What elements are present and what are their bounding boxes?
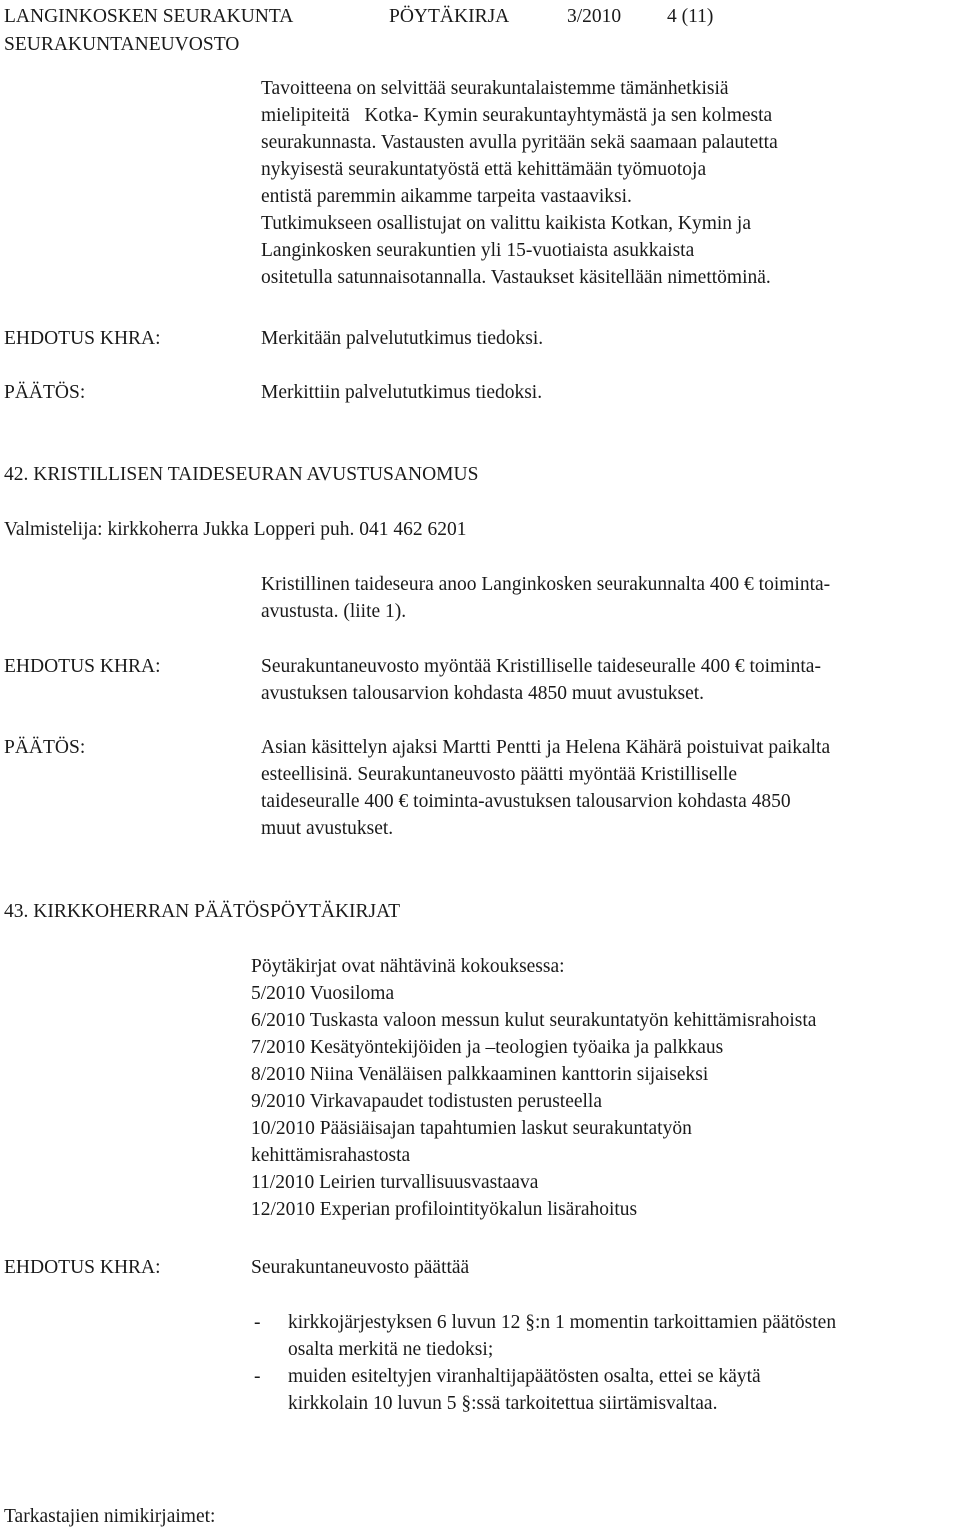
text-line: 6/2010 Tuskasta valoon messun kulut seurakuntatyön kehittämisrahoista: [251, 1010, 817, 1031]
text-line: Tutkimukseen osallistujat on valittu kaikista Kotkan, Kymin ja: [261, 213, 751, 234]
text-line: osalta merkitä ne tiedoksi;: [288, 1339, 494, 1360]
section41-proposal-label: EHDOTUS KHRA:: [4, 328, 161, 349]
text-line: avustuksen talousarvion kohdasta 4850 muut avustukset.: [261, 683, 705, 704]
text-line: kehittämisrahastosta: [251, 1145, 411, 1166]
text-line: Kristillinen taideseura anoo Langinkosken seurakunnalta 400 € toiminta-: [261, 574, 831, 595]
section41-decision-label: PÄÄTÖS:: [4, 382, 86, 403]
text-line: esteellisinä. Seurakuntaneuvosto päätti myöntää Kristilliselle: [261, 764, 738, 785]
text-line: kirkkolain 10 luvun 5 §:ssä tarkoitettua siirtämisvaltaa.: [288, 1393, 718, 1414]
section42-intro: [261, 571, 830, 625]
text-line: 7/2010 Kesätyöntekijöiden ja –teologien työaika ja palkkaus: [251, 1037, 724, 1058]
text-line: muiden esiteltyjen viranhaltijapäätösten osalta, ettei se käytä: [288, 1366, 761, 1387]
text-line: seurakunnasta. Vastausten avulla pyritään sekä saamaan palautetta: [261, 132, 778, 153]
text-line: taideseuralle 400 € toiminta-avustuksen talousarvion kohdasta 4850: [261, 791, 791, 812]
section41-proposal-text: Merkitään palvelututkimus tiedoksi.: [261, 328, 544, 349]
header-doc-type: PÖYTÄKIRJA: [389, 6, 510, 27]
section42-proposal: [261, 653, 821, 707]
text-line: 12/2010 Experian profilointityökalun lisärahoitus: [251, 1199, 638, 1220]
header-page: 4 (11): [667, 6, 714, 27]
section41-intro: [261, 75, 778, 291]
section41-decision-text: Merkittiin palvelututkimus tiedoksi.: [261, 382, 543, 403]
page-header: [4, 3, 713, 30]
text-line: ositetulla satunnaisotannalla. Vastaukset käsitellään nimettöminä.: [261, 267, 771, 288]
header-org: LANGINKOSKEN SEURAKUNTA: [4, 6, 294, 27]
text-line: avustusta. (liite 1).: [261, 601, 407, 622]
section42-preparer: Valmistelija: kirkkoherra Jukka Lopperi puh. 041 462 6201: [4, 519, 467, 540]
section43-proposal-text: Seurakuntaneuvosto päättää: [251, 1257, 470, 1278]
text-line: Tavoitteena on selvittää seurakuntalaistemme tämänhetkisiä: [261, 78, 729, 99]
text-line: Langinkosken seurakuntien yli 15-vuotiaista asukkaista: [261, 240, 695, 261]
list-item: [254, 1363, 836, 1417]
text-line: muut avustukset.: [261, 818, 394, 839]
text-line: entistä paremmin aikamme tarpeita vastaaviksi.: [261, 186, 632, 207]
text-line: 8/2010 Niina Venäläisen palkkaaminen kanttorin sijaiseksi: [251, 1064, 709, 1085]
section43-items: [254, 1309, 836, 1417]
text-line: 5/2010 Vuosiloma: [251, 983, 395, 1004]
section42-decision: [261, 734, 830, 842]
text-line: 10/2010 Pääsiäisajan tapahtumien laskut seurakuntatyön: [251, 1118, 692, 1139]
text-line: mielipiteitä Kotka- Kymin seurakuntayhtymästä ja sen kolmesta: [261, 105, 773, 126]
text-line: kirkkojärjestyksen 6 luvun 12 §:n 1 momentin tarkoittamien päätösten: [288, 1312, 837, 1333]
header-body: SEURAKUNTANEUVOSTO: [4, 34, 240, 55]
text-line: Pöytäkirjat ovat nähtävinä kokouksessa:: [251, 956, 565, 977]
section43-proposal-label: EHDOTUS KHRA:: [4, 1257, 161, 1278]
list-dash: -: [254, 1312, 261, 1333]
list-dash: -: [254, 1366, 261, 1387]
section42-heading: 42. KRISTILLISEN TAIDESEURAN AVUSTUSANOMUS: [4, 464, 479, 485]
section43-heading: 43. KIRKKOHERRAN PÄÄTÖSPÖYTÄKIRJAT: [4, 901, 400, 922]
section42-proposal-label: EHDOTUS KHRA:: [4, 656, 161, 677]
text-line: Seurakuntaneuvosto myöntää Kristilliselle taideseuralle 400 € toiminta-: [261, 656, 821, 677]
section43-list: [251, 953, 816, 1223]
section42-decision-label: PÄÄTÖS:: [4, 737, 86, 758]
text-line: 9/2010 Virkavapaudet todistusten perusteella: [251, 1091, 603, 1112]
list-item: [254, 1309, 836, 1363]
text-line: Asian käsittelyn ajaksi Martti Pentti ja Helena Kähärä poistuivat paikalta: [261, 737, 831, 758]
text-line: 11/2010 Leirien turvallisuusvastaava: [251, 1172, 539, 1193]
signatures-label: Tarkastajien nimikirjaimet:: [4, 1506, 216, 1527]
text-line: nykyisestä seurakuntatyöstä että kehittämään työmuotoja: [261, 159, 707, 180]
header-doc-number: 3/2010: [567, 6, 622, 27]
